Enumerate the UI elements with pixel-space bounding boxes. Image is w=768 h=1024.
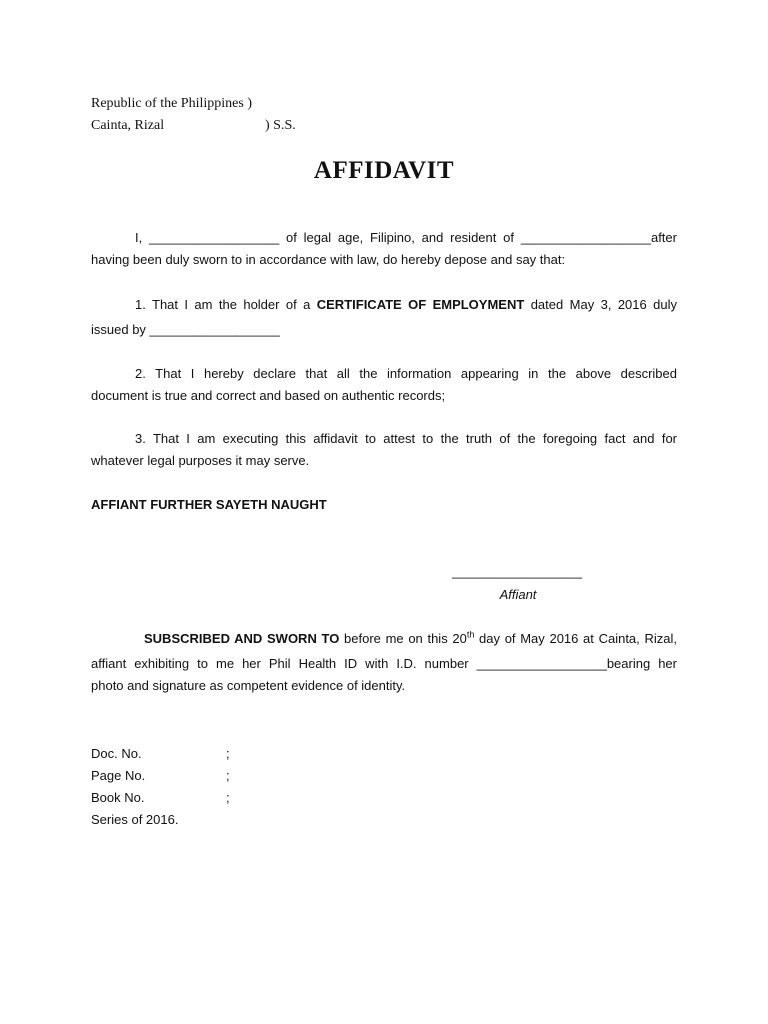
certificate-title: CERTIFICATE OF EMPLOYMENT	[316, 297, 525, 312]
page-title: AFFIDAVIT	[313, 157, 455, 184]
caption-cainta: Cainta, Rizal ) S.S.	[91, 115, 252, 137]
caption-ss: ) S.S.	[265, 118, 296, 133]
item-3-paragraph	[91, 428, 677, 472]
doc-no-row: Doc. No. ;	[91, 746, 230, 761]
intro-paragraph	[91, 227, 677, 271]
notarial-register	[91, 743, 230, 831]
item-3-line-1: 3. That I am executing this affidavit to attest to the truth of the foregoing fact and for	[135, 431, 677, 446]
jurat-heading: SUBSCRIBED AND SWORN TO	[144, 631, 340, 646]
venue-caption	[91, 93, 296, 137]
blank-id-number: __________________	[476, 656, 607, 671]
series-row: Series of 2016.	[91, 812, 179, 827]
affiant-label: Affiant	[499, 587, 537, 602]
jurat-line-3: photo and signature as competent evidence of identity.	[91, 678, 406, 693]
blank-issuer: __________________	[149, 322, 280, 337]
item-2-line-2: document is true and correct and based on authentic records;	[91, 388, 446, 403]
item-3-line-2: whatever legal purposes it may serve.	[91, 453, 310, 468]
further-statement: AFFIANT FURTHER SAYETH NAUGHT	[91, 497, 327, 512]
item-2-line-1: 2. That I hereby declare that all the information appearing in the above described	[135, 366, 677, 381]
item-1-paragraph	[91, 294, 677, 341]
jurat-line-2: affiant exhibiting to me her Phil Health ID with I.D. number __________________bearing her	[91, 656, 677, 671]
caption-republic: Republic of the Philippines )	[91, 96, 252, 111]
page-no-row: Page No. ;	[91, 768, 230, 783]
intro-line-1: I, __________________ of legal age, Filipino, and resident of __________________after	[135, 230, 677, 245]
blank-address: __________________	[520, 230, 651, 245]
book-no-row: Book No. ;	[91, 790, 230, 805]
item-1-line-1: 1. That I am the holder of a CERTIFICATE OF EMPLOYMENT dated May 3, 2016 duly	[135, 297, 677, 312]
intro-line-2: having been duly sworn to in accordance with law, do hereby depose and say that:	[91, 252, 566, 267]
jurat-line-1: SUBSCRIBED AND SWORN TO before me on this 20th day of May 2016 at Cainta, Rizal,	[144, 629, 677, 646]
item-2-paragraph	[91, 363, 677, 407]
blank-name: __________________	[149, 230, 280, 245]
item-1-line-2: issued by __________________	[91, 322, 280, 337]
jurat-paragraph	[91, 628, 677, 697]
signature-line: __________________	[452, 564, 583, 579]
